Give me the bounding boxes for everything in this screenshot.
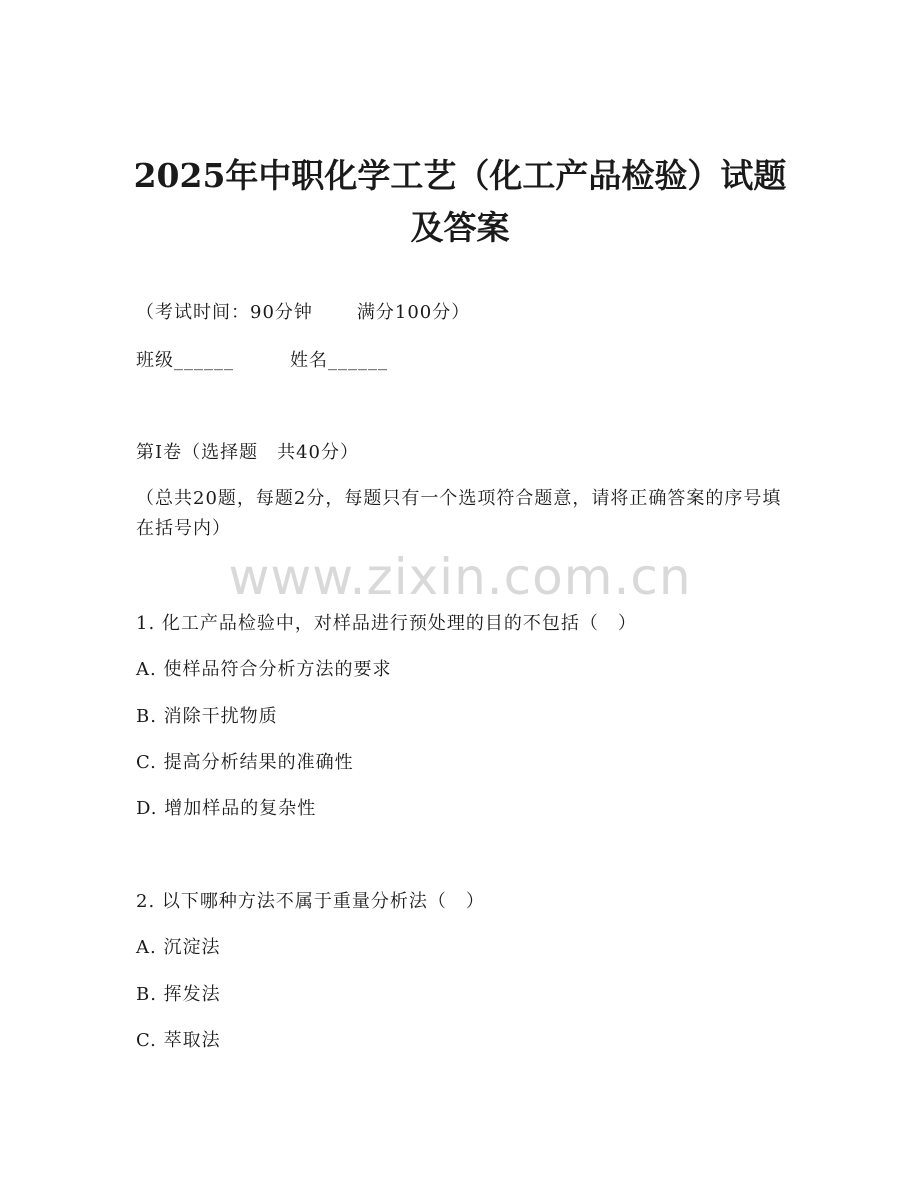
- question-1-option-c: C. 提高分析结果的准确性: [136, 752, 354, 773]
- title-line-1: 2025年中职化学工艺（化工产品检验）试题: [133, 156, 787, 195]
- section-heading: 第Ⅰ卷（选择题 共40分）: [136, 442, 360, 463]
- question-1-stem: 1. 化工产品检验中，对样品进行预处理的目的不包括（ ）: [136, 613, 637, 634]
- question-2-stem: 2. 以下哪种方法不属于重量分析法（ ）: [136, 891, 485, 912]
- question-2-option-b: B. 挥发法: [136, 984, 221, 1005]
- watermark: www.zixin.com.cn: [228, 548, 692, 606]
- question-1-option-b: B. 消除干扰物质: [136, 706, 278, 727]
- question-2-option-c: C. 萃取法: [136, 1030, 221, 1051]
- name-field-label: 姓名______: [290, 350, 388, 371]
- student-info: [136, 348, 388, 374]
- exam-score: 满分100分）: [356, 302, 471, 323]
- section-instructions: （总共20题，每题2分，每题只有一个选项符合题意，请将正确答案的序号填在括号内）: [136, 488, 782, 539]
- question-1-option-d: D. 增加样品的复杂性: [136, 798, 317, 819]
- class-field-label: 班级______: [136, 350, 234, 371]
- exam-time: （考试时间：90分钟: [136, 302, 313, 323]
- document-title: [60, 150, 860, 254]
- exam-info: [136, 300, 470, 326]
- title-line-2: 及答案: [410, 208, 510, 247]
- question-2-option-a: A. 沉淀法: [136, 937, 221, 958]
- question-1-option-a: A. 使样品符合分析方法的要求: [136, 659, 392, 680]
